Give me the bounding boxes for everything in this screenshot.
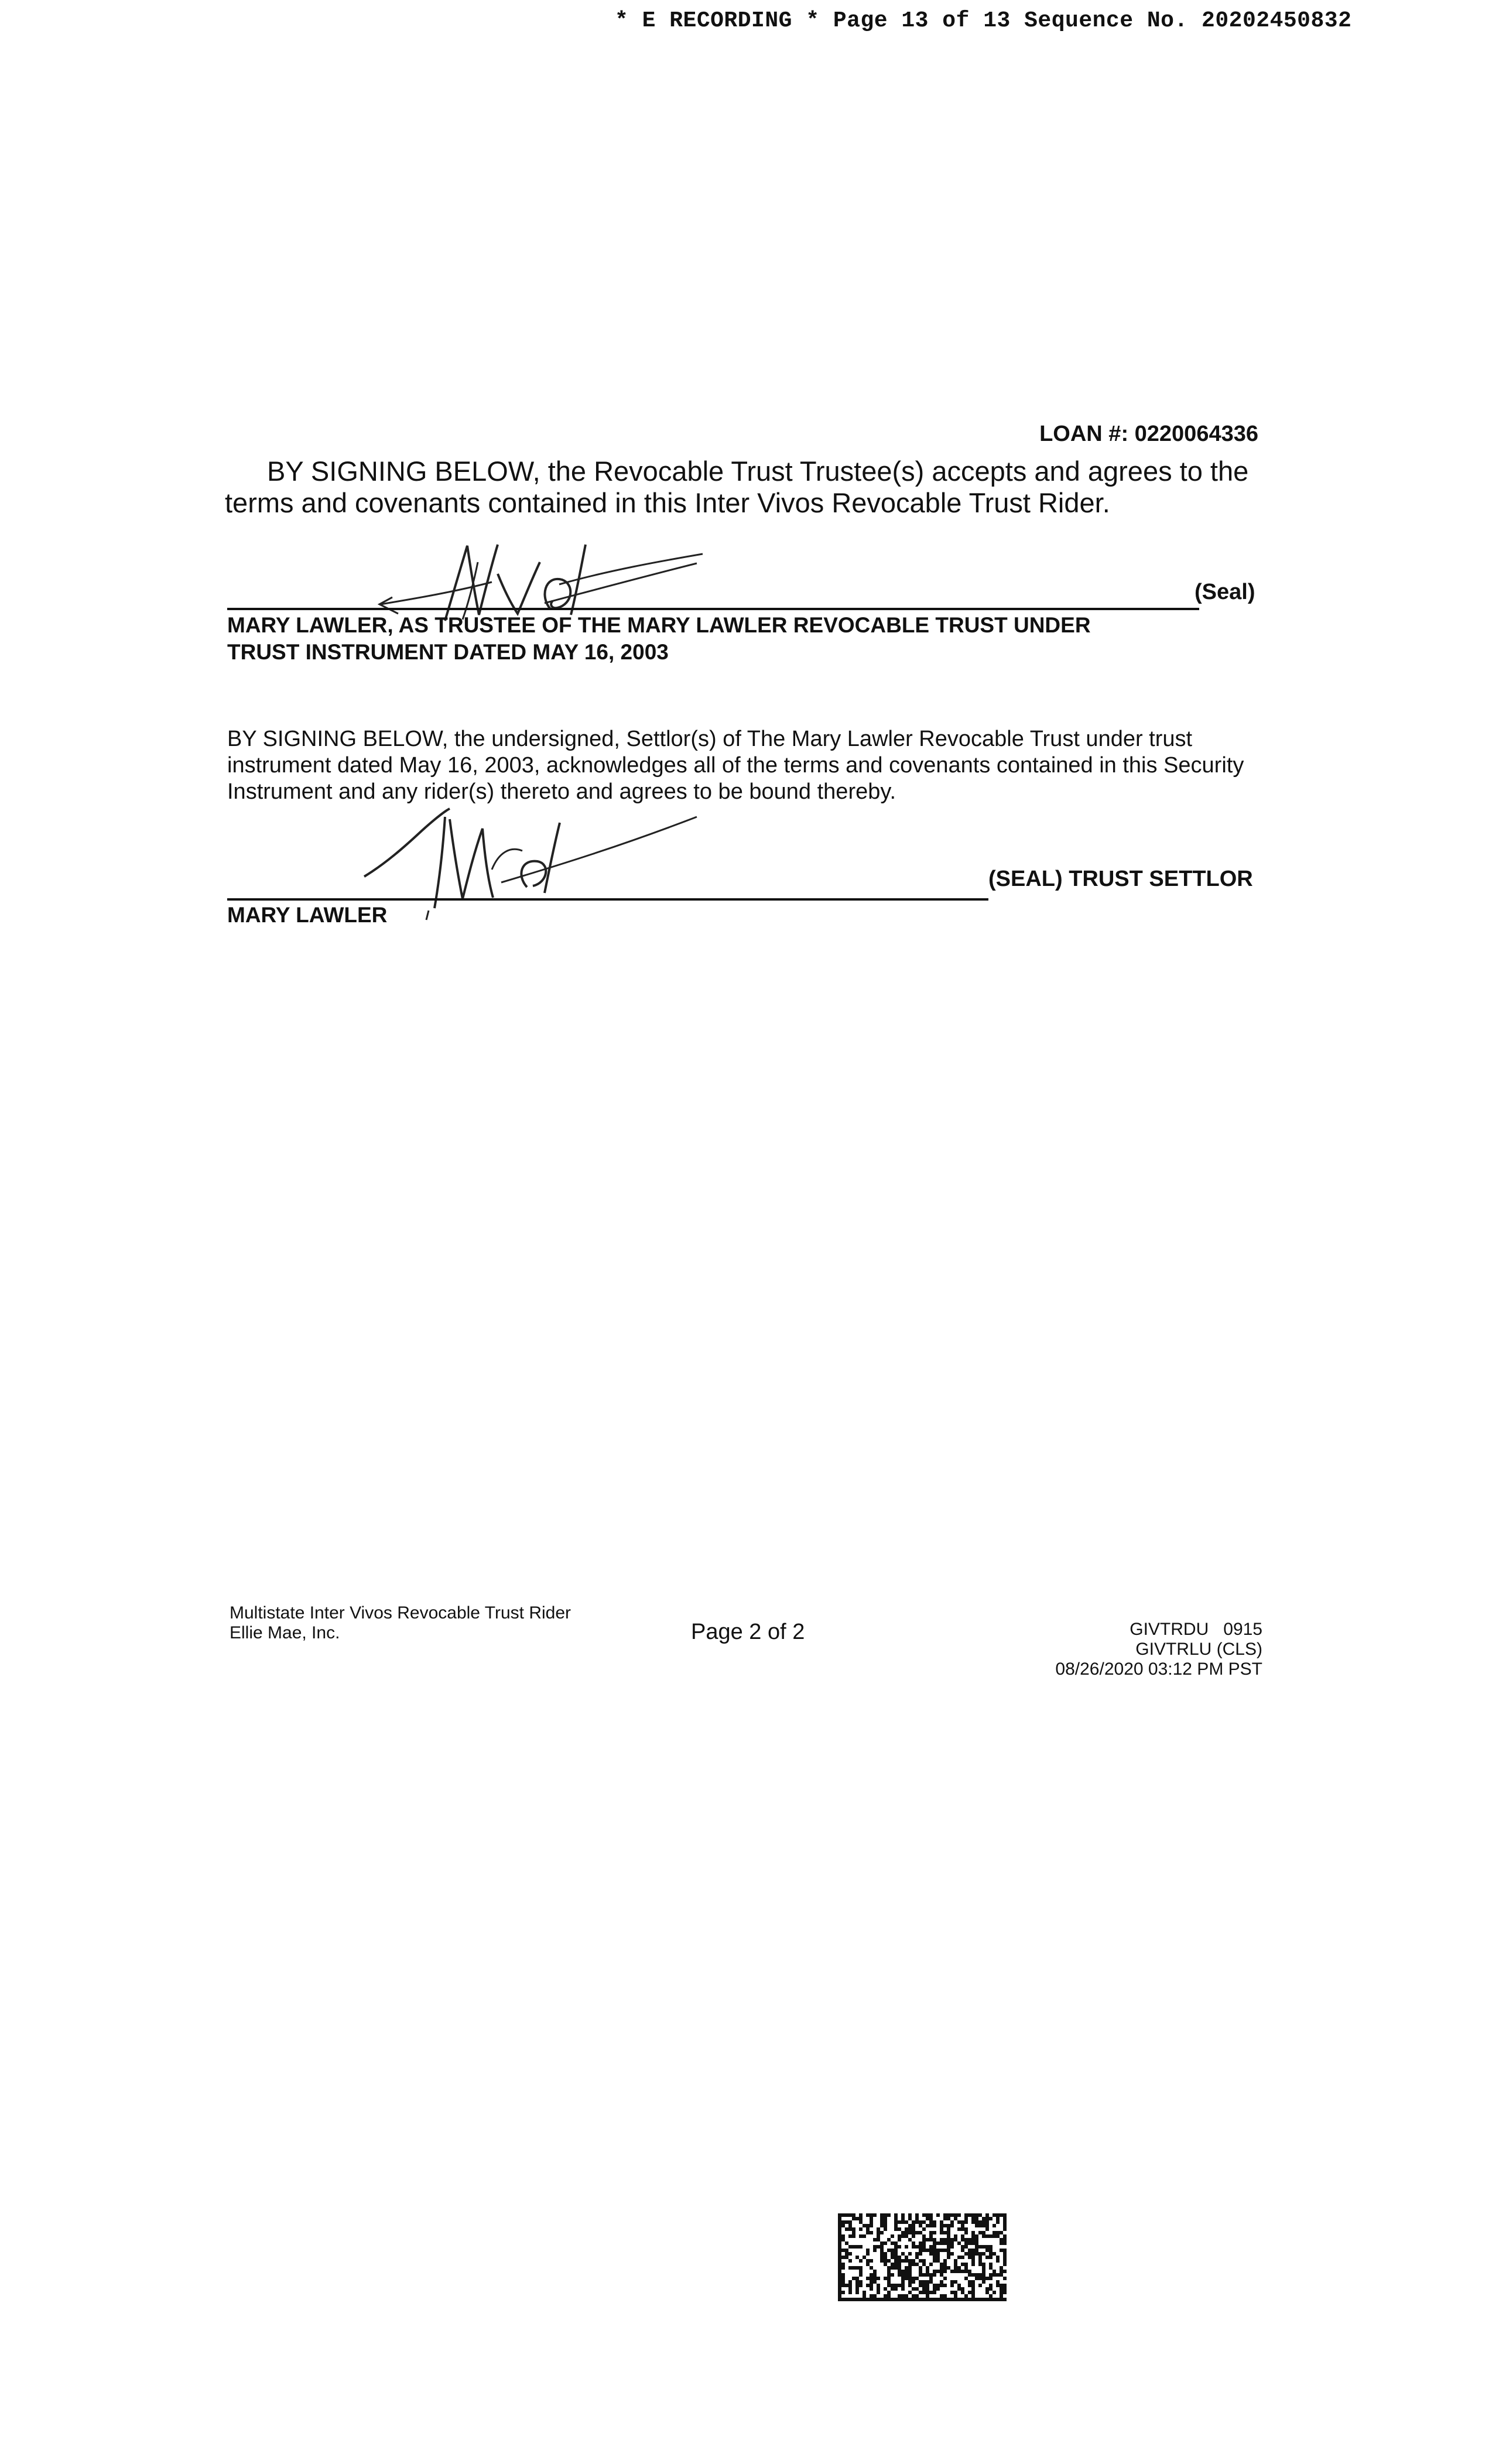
trustee-name-block xyxy=(227,612,1193,666)
settlor-signature-icon xyxy=(357,805,709,925)
trustee-seal-label: (Seal) xyxy=(1195,580,1255,604)
settlor-name: MARY LAWLER xyxy=(227,903,388,927)
footer-form-info xyxy=(230,1603,571,1643)
trustee-name-line-1: MARY LAWLER, AS TRUSTEE OF THE MARY LAWLER REVOCABLE TRUST UNDER xyxy=(227,613,1091,637)
footer-company: Ellie Mae, Inc. xyxy=(230,1623,340,1642)
settlor-signature-line xyxy=(227,898,988,901)
trustee-statement: BY SIGNING BELOW, the Revocable Trust Trustee(s) accepts and agrees to the terms and covenants contained in this Inter Vivos Revocable Trust Rider. xyxy=(225,456,1249,518)
loan-number: LOAN #: 0220064336 xyxy=(1039,422,1258,446)
form-code-2: GIVTRLU (CLS) xyxy=(1135,1640,1262,1659)
footer-form-title: Multistate Inter Vivos Revocable Trust Rider xyxy=(230,1603,571,1623)
page-number: Page 2 of 2 xyxy=(691,1620,805,1644)
settlor-seal-label: (SEAL) TRUST SETTLOR xyxy=(988,867,1253,891)
recording-header: * E RECORDING * Page 13 of 13 Sequence No. 20202450832 xyxy=(615,8,1352,33)
footer-timestamp: 08/26/2020 03:12 PM PST xyxy=(1055,1659,1262,1679)
footer-codes xyxy=(1055,1620,1262,1679)
trustee-signature-line xyxy=(227,608,1199,610)
barcode-icon xyxy=(837,2213,1007,2304)
form-code-1: GIVTRDU 0915 xyxy=(1130,1620,1262,1639)
trustee-name-line-2: TRUST INSTRUMENT DATED MAY 16, 2003 xyxy=(227,640,669,664)
settlor-statement: BY SIGNING BELOW, the undersigned, Settlor(s) of The Mary Lawler Revocable Trust under trust instrument dated May 16, 2003, acknowledges all of the terms and covenants contained in this Security Instrument and any rider(s) thereto and agrees to be bound thereby. xyxy=(227,727,1244,804)
